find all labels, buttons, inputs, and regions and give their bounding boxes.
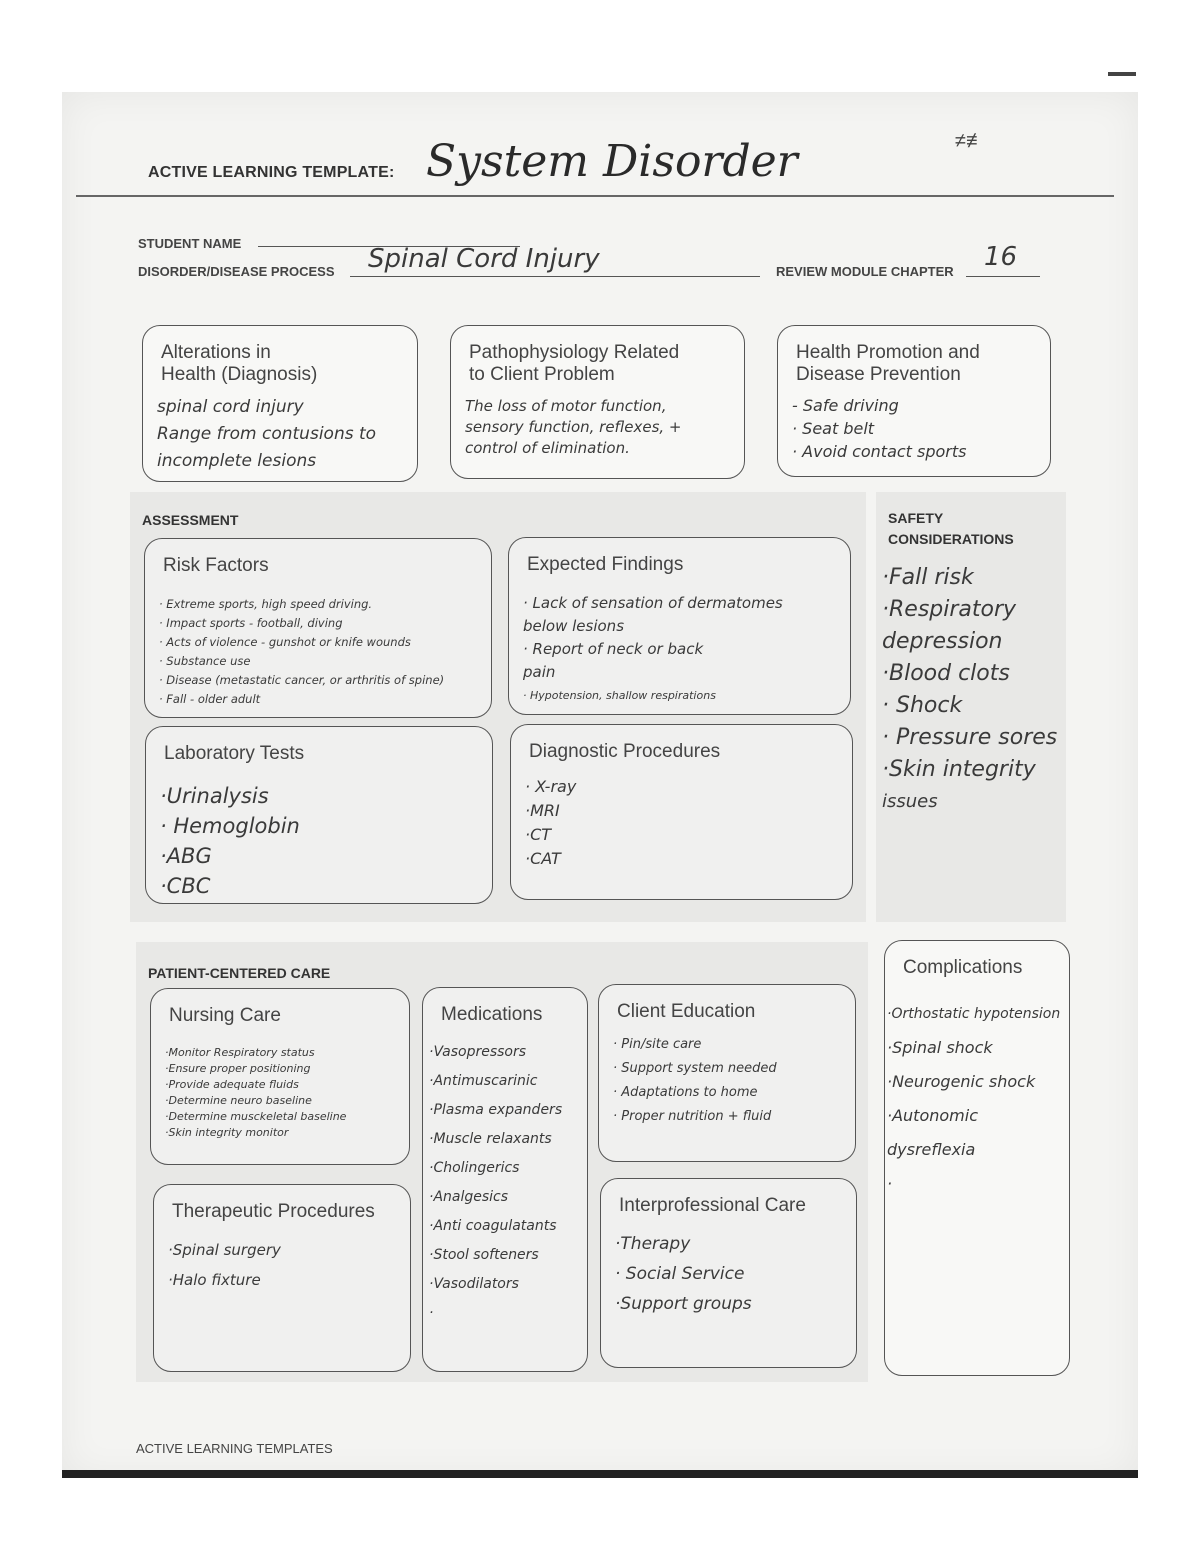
lab-test-line: ·Urinalysis — [160, 784, 269, 808]
medication-line: · — [429, 1305, 434, 1321]
lab-test-line: ·ABG — [160, 844, 212, 868]
lab-test-line: · Hemoglobin — [160, 814, 300, 838]
diagnostic-line: ·CT — [525, 825, 552, 844]
medication-line: ·Anti coagulatants — [429, 1218, 557, 1234]
lab-test-line: ·CBC — [160, 874, 211, 898]
disorder-line — [350, 276, 760, 277]
expected-finding-line: pain — [523, 663, 556, 681]
interprofessional-line: ·Therapy — [615, 1234, 691, 1254]
scan-corner-mark — [1108, 72, 1136, 76]
medication-line: ·Antimuscarinic — [429, 1073, 538, 1089]
expected-finding-line: · Hypotension, shallow respirations — [523, 689, 716, 702]
client-education-box — [598, 984, 856, 1162]
alterations-box — [142, 325, 418, 482]
nursing-care-title: Nursing Care — [169, 1005, 281, 1026]
safety-lines — [882, 562, 1068, 818]
client-education-line: · Proper nutrition + fluid — [613, 1109, 772, 1124]
safety-line: ·Respiratory — [882, 597, 1017, 622]
health-promotion-title: Health Promotion and Disease Prevention — [796, 342, 980, 385]
nursing-care-line: ·Determine musckeletal baseline — [165, 1110, 347, 1123]
complication-line: · — [887, 1174, 893, 1193]
nursing-care-line: ·Skin integrity monitor — [165, 1126, 289, 1139]
alterations-lines — [157, 394, 407, 475]
risk-factors-title: Risk Factors — [163, 555, 269, 576]
template-title: System Disorder — [426, 136, 798, 187]
chapter-line — [966, 276, 1040, 277]
chapter-label: REVIEW MODULE CHAPTER — [776, 264, 954, 279]
complication-line: dysreflexia — [887, 1140, 976, 1159]
pathophysiology-line: control of elimination. — [465, 439, 630, 457]
header-rule — [76, 195, 1114, 197]
complications-lines — [887, 997, 1069, 1201]
therapeutic-procedures-title: Therapeutic Procedures — [172, 1201, 375, 1222]
pathophysiology-line: The loss of motor function, — [465, 397, 667, 415]
health-promotion-line: - Safe driving — [792, 396, 899, 415]
health-promotion-line: · Avoid contact sports — [792, 442, 967, 461]
client-education-line: · Support system needed — [613, 1061, 777, 1076]
therapeutic-procedures-box — [153, 1184, 411, 1372]
risk-factor-line: · Impact sports - football, diving — [159, 616, 343, 630]
diagnostic-line: ·MRI — [525, 801, 560, 820]
disorder-label: DISORDER/DISEASE PROCESS — [138, 264, 335, 279]
diagnostic-line: · X-ray — [525, 777, 577, 796]
laboratory-tests-title: Laboratory Tests — [164, 743, 305, 764]
risk-factors-box — [144, 538, 492, 718]
medications-lines — [429, 1038, 577, 1328]
complications-box — [884, 940, 1070, 1376]
safety-line: ·Blood clots — [882, 661, 1010, 686]
handwritten-scribble: ≠≢ — [955, 130, 986, 152]
student-name-label: STUDENT NAME — [138, 236, 242, 251]
diagnostic-procedures-box — [510, 724, 853, 900]
pathophysiology-title: Pathophysiology Related to Client Problem — [469, 342, 680, 385]
safety-line: ·Skin integrity — [882, 757, 1036, 782]
safety-label: SAFETY CONSIDERATIONS — [888, 510, 1014, 547]
interprofessional-line: · Social Service — [615, 1264, 745, 1284]
safety-line: · Pressure sores — [882, 725, 1058, 750]
alterations-line: incomplete lesions — [157, 451, 317, 471]
nursing-care-line: ·Provide adequate fluids — [165, 1078, 299, 1091]
alterations-line: spinal cord injury — [157, 397, 304, 417]
medication-line: ·Stool softeners — [429, 1247, 539, 1263]
risk-factors-lines — [159, 595, 481, 709]
disorder-value[interactable]: Spinal Cord Injury — [368, 244, 600, 274]
expected-finding-line: below lesions — [523, 617, 625, 635]
interprofessional-care-lines — [615, 1229, 846, 1319]
health-promotion-line: · Seat belt — [792, 419, 875, 438]
nursing-care-line: ·Determine neuro baseline — [165, 1094, 312, 1107]
diagnostic-procedures-lines — [525, 775, 842, 871]
interprofessional-care-title: Interprofessional Care — [619, 1195, 806, 1216]
assessment-label: ASSESSMENT — [142, 512, 239, 528]
risk-factor-line: · Substance use — [159, 654, 251, 668]
medication-line: ·Vasopressors — [429, 1044, 527, 1060]
nursing-care-lines — [165, 1045, 399, 1141]
health-promotion-lines — [792, 394, 1040, 463]
safety-line: ·Fall risk — [882, 565, 974, 590]
pathophysiology-box — [450, 325, 745, 479]
therapeutic-line: ·Spinal surgery — [168, 1241, 281, 1259]
risk-factor-line: · Extreme sports, high speed driving. — [159, 597, 373, 611]
laboratory-tests-box — [145, 726, 493, 904]
diagnostic-procedures-title: Diagnostic Procedures — [529, 741, 721, 762]
therapeutic-line: ·Halo fixture — [168, 1271, 261, 1289]
nursing-care-line: ·Ensure proper positioning — [165, 1062, 311, 1075]
safety-line: · Shock — [882, 693, 963, 718]
medication-line: ·Vasodilators — [429, 1276, 519, 1292]
alterations-line: Range from contusions to — [157, 424, 377, 444]
expected-findings-title: Expected Findings — [527, 554, 684, 575]
interprofessional-line: ·Support groups — [615, 1294, 752, 1314]
nursing-care-line: ·Monitor Respiratory status — [165, 1046, 315, 1059]
risk-factor-line: · Acts of violence - gunshot or knife wounds — [159, 635, 411, 649]
template-header — [148, 130, 1028, 190]
chapter-value[interactable]: 16 — [984, 242, 1018, 272]
patient-centered-care-label: PATIENT-CENTERED CARE — [148, 965, 331, 981]
medication-line: ·Analgesics — [429, 1189, 509, 1205]
complication-line: ·Orthostatic hypotension — [887, 1006, 1061, 1022]
expected-findings-lines — [523, 592, 840, 707]
laboratory-tests-lines — [160, 781, 482, 901]
alterations-title: Alterations in Health (Diagnosis) — [161, 342, 318, 385]
risk-factor-line: · Fall - older adult — [159, 692, 261, 706]
expected-finding-line: · Lack of sensation of dermatomes — [523, 594, 783, 612]
client-education-lines — [613, 1033, 845, 1129]
complication-line: ·Autonomic — [887, 1106, 978, 1125]
expected-findings-box — [508, 537, 851, 715]
complications-title: Complications — [903, 957, 1023, 978]
interprofessional-care-box — [600, 1178, 857, 1368]
client-education-line: · Adaptations to home — [613, 1085, 758, 1100]
page-edge — [62, 1470, 1138, 1478]
therapeutic-procedures-lines — [168, 1235, 400, 1295]
complication-line: ·Neurogenic shock — [887, 1072, 1036, 1091]
medication-line: ·Cholingerics — [429, 1160, 520, 1176]
medication-line: ·Plasma expanders — [429, 1102, 563, 1118]
client-education-title: Client Education — [617, 1001, 756, 1022]
complication-line: ·Spinal shock — [887, 1038, 993, 1057]
safety-line: depression — [882, 629, 1003, 654]
expected-finding-line: · Report of neck or back — [523, 640, 704, 658]
risk-factor-line: · Disease (metastatic cancer, or arthritis of spine) — [159, 673, 445, 687]
client-education-line: · Pin/site care — [613, 1037, 702, 1052]
medication-line: ·Muscle relaxants — [429, 1131, 552, 1147]
safety-line: issues — [882, 791, 938, 812]
medications-title: Medications — [441, 1004, 543, 1025]
nursing-care-box — [150, 988, 410, 1165]
health-promotion-box — [777, 325, 1051, 477]
pathophysiology-lines — [465, 396, 734, 459]
medications-box — [422, 987, 588, 1372]
page-footer: ACTIVE LEARNING TEMPLATES — [136, 1441, 333, 1456]
diagnostic-line: ·CAT — [525, 849, 561, 868]
pathophysiology-line: sensory function, reflexes, + — [465, 418, 682, 436]
template-prefix: ACTIVE LEARNING TEMPLATE: — [148, 164, 395, 181]
